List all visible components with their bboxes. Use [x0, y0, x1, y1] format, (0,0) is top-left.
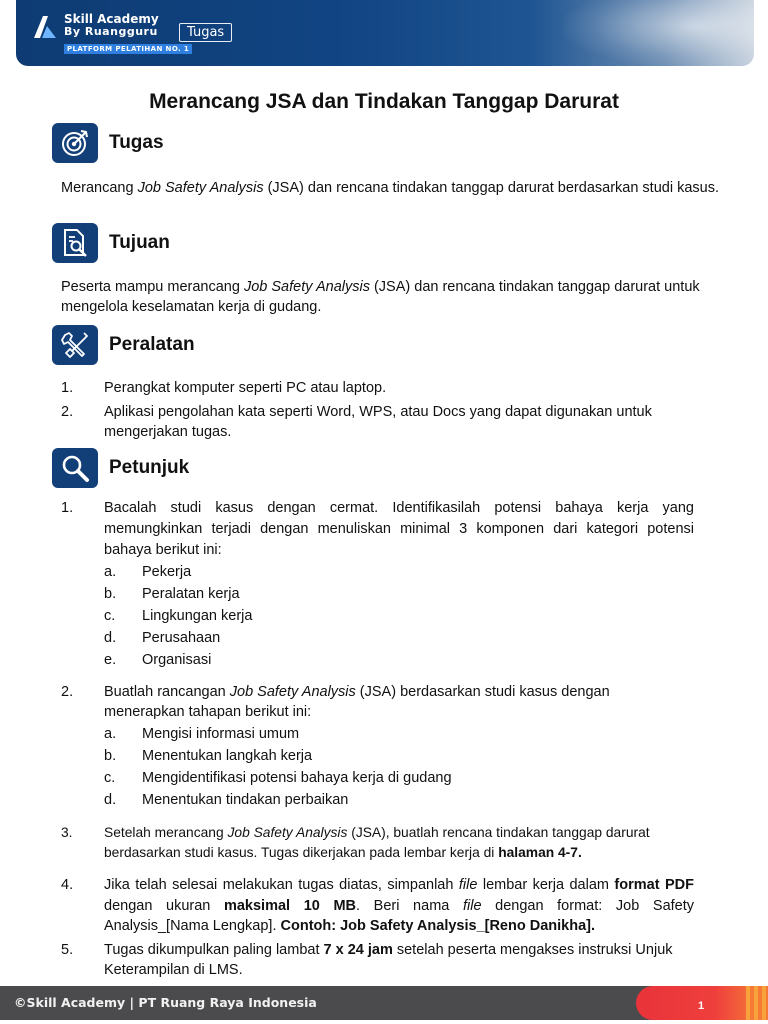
brand-name: Skill Academy [64, 12, 159, 26]
section-tujuan-heading [52, 223, 170, 263]
sub-item [104, 768, 694, 789]
list-number: 2. [61, 403, 74, 420]
page-footer [0, 986, 768, 1020]
sub-number: a. [104, 564, 117, 580]
section-title: Petunjuk [109, 457, 190, 478]
brand-subtitle: By Ruangguru [64, 25, 158, 38]
sub-text: Pekerja [142, 564, 192, 580]
list-item [61, 875, 694, 937]
sub-text: Perusahaan [142, 630, 221, 646]
section-title: Tujuan [109, 232, 170, 253]
list-number: 1. [61, 380, 74, 396]
list-text: Aplikasi pengolahan kata seperti Word, WPS, atau Docs yang dapat digunakan untuk mengerjakan tugas. [104, 403, 652, 440]
sub-number: c. [104, 769, 116, 786]
sub-text: Mengisi informasi umum [142, 725, 300, 742]
section-petunjuk-heading [52, 448, 189, 488]
text-segment: (JSA), buatlah rencana tindakan tanggap darurat berdasarkan studi kasus. Tugas dikerjakan pada lembar kerja di [104, 825, 650, 860]
tugas-description [61, 178, 721, 198]
text-segment: dengan ukuran [104, 897, 224, 914]
text-segment: Jika telah selesai melakukan tugas diatas, simpanlah [104, 877, 459, 893]
list-item [61, 378, 701, 399]
text-italic: file [462, 897, 482, 914]
sub-item [104, 562, 694, 583]
list-number: 5. [61, 941, 74, 958]
list-item [61, 682, 694, 723]
header-banner [16, 0, 754, 66]
sub-text: Menentukan langkah kerja [142, 747, 313, 764]
tugas-badge: Tugas [179, 23, 232, 42]
list-item [61, 940, 694, 981]
text-segment: (JSA) berdasarkan studi kasus dengan menerapkan tahapan berikut ini: [104, 683, 610, 720]
sub-item [104, 790, 694, 811]
sub-text: Mengidentifikasi potensi bahaya kerja di gudang [142, 769, 452, 786]
target-icon [52, 123, 98, 163]
footer-copyright: ©Skill Academy | PT Ruang Raya Indonesia [14, 995, 317, 1010]
document-title: Merancang JSA dan Tindakan Tanggap Darurat [149, 90, 619, 113]
text-segment: Tugas dikumpulkan paling lambat [104, 941, 324, 958]
text-italic: Job Safety Analysis [227, 825, 348, 840]
text-italic: file [458, 877, 478, 893]
section-peralatan-heading [52, 325, 195, 365]
tujuan-description [61, 277, 721, 317]
list-item [61, 498, 694, 561]
brand-logo-group [32, 13, 192, 56]
sub-text: Lingkungan kerja [142, 608, 253, 624]
text-bold: maksimal 10 MB [223, 897, 356, 914]
list-item [61, 402, 701, 443]
footer-stripes [746, 986, 768, 1020]
sub-item [104, 724, 694, 745]
text-bold: 7 x 24 jam [323, 941, 393, 958]
text-segment: Merancang [61, 180, 138, 196]
text-segment: Setelah merancang [104, 825, 228, 840]
sub-number: d. [104, 791, 117, 808]
sub-number: c. [104, 608, 116, 624]
list-number: 4. [61, 877, 74, 893]
section-title: Peralatan [109, 334, 195, 355]
text-italic: Job Safety Analysis [137, 180, 264, 196]
text-italic: Job Safety Analysis [243, 279, 370, 295]
section-title: Tugas [109, 132, 164, 153]
skill-academy-logo-icon [32, 14, 58, 40]
page-number: 1 [698, 1000, 705, 1012]
text-segment: . Beri nama [356, 897, 463, 914]
sub-number: b. [104, 747, 117, 764]
list-item [61, 823, 694, 863]
sub-item [104, 746, 694, 767]
text-segment: (JSA) dan rencana tindakan tanggap darurat berdasarkan studi kasus. [263, 180, 719, 196]
text-segment: Peserta mampu merancang [61, 279, 244, 295]
list-number: 2. [61, 683, 74, 700]
section-tugas-heading [52, 123, 164, 163]
sub-number: d. [104, 630, 117, 646]
brand-tagline: PLATFORM PELATIHAN NO. 1 [64, 44, 192, 54]
petunjuk-list [61, 498, 694, 981]
text-segment: dengan format: Job Safety Analysis_[Nama Lengkap]. [104, 897, 695, 934]
sub-number: b. [104, 586, 117, 602]
banner-photo [564, 0, 754, 66]
sub-item [104, 606, 694, 627]
text-segment: (JSA) dan rencana tindakan tanggap darurat untuk mengelola keselamatan kerja di gudang. [61, 279, 700, 315]
text-segment: Buatlah rancangan [104, 683, 230, 700]
sub-item [104, 628, 694, 649]
text-segment: lembar kerja dalam [477, 877, 615, 893]
tools-icon [52, 325, 98, 365]
sub-text: Organisasi [142, 652, 212, 668]
list-number: 3. [61, 825, 73, 840]
list-text: Bacalah studi kasus dengan cermat. Identifikasilah potensi bahaya kerja yang memungkinkan terjadi dengan menuliskan minimal 3 komponen dari kategori potensi bahaya berikut ini: [104, 500, 694, 558]
sub-number: e. [104, 652, 117, 668]
text-bold: format PDF [614, 877, 694, 893]
document-search-icon [52, 223, 98, 263]
sub-number: a. [104, 725, 117, 742]
list-number: 1. [61, 500, 74, 516]
text-italic: Job Safety Analysis [229, 683, 356, 700]
peralatan-list [61, 378, 701, 443]
text-bold: Contoh: Job Safety Analysis_[Reno Danikha]. [280, 918, 595, 934]
list-text: Perangkat komputer seperti PC atau laptop. [104, 380, 387, 396]
text-bold: halaman 4-7. [498, 845, 582, 860]
sub-item [104, 650, 694, 671]
sub-item [104, 584, 694, 605]
sub-text: Menentukan tindakan perbaikan [142, 791, 349, 808]
sub-text: Peralatan kerja [142, 586, 240, 602]
text-segment: setelah peserta mengakses instruksi Unjuk Keterampilan di LMS. [104, 941, 673, 978]
magnifier-icon [52, 448, 98, 488]
